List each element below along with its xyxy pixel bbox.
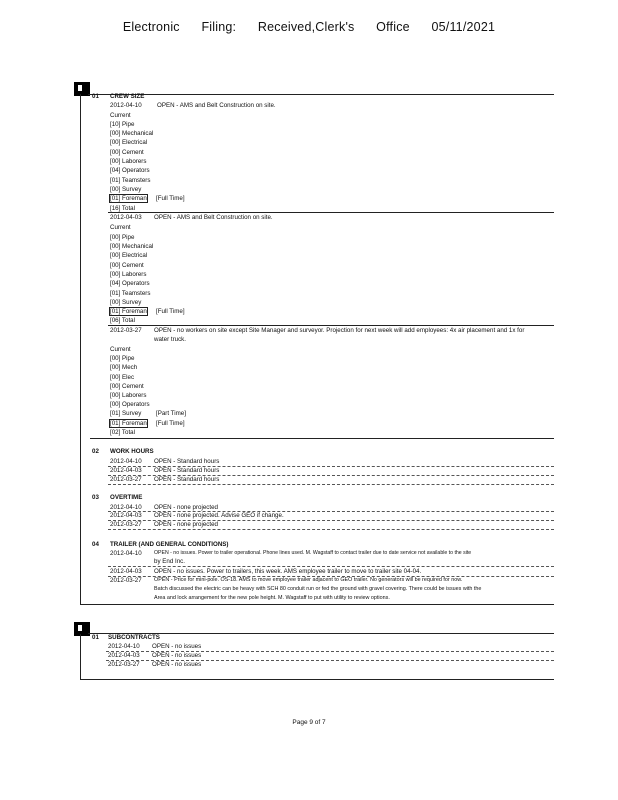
crew-e3-status-cont: water truck. [154,336,186,343]
overtime-number: 03 [92,494,99,501]
crew-e3-line: [00] Elec [110,374,135,381]
crew-e3-total: [02] Total [110,429,135,436]
crew-number: 01 [92,93,99,100]
work-row-date: 2012-03-27 [110,476,142,483]
trailer-row-date: 2012-04-10 [110,550,142,557]
subcontracts-row-text: OPEN - no issues [152,652,202,659]
crew-e1-total: [16] Total [110,205,135,212]
crew-e2-line: [00] Survey [110,299,142,306]
subcontracts-row-date: 2012-04-03 [108,652,140,659]
overtime-row-date: 2012-04-10 [110,504,142,511]
trailer-row-text-cont: Area and lock arrangement for the new pole height. M. Wagstaff to put with utility to review options. [154,595,390,601]
subcontracts-row-text: OPEN - no issues [152,661,202,668]
work-row-text: OPEN - Standard hours [154,458,220,465]
crew-e2-line: [00] Laborers [110,271,147,278]
row-divider [108,484,554,485]
work-row-date: 2012-04-03 [110,467,142,474]
crew-e3-current: Current [110,346,131,353]
crew-e1-status: OPEN - AMS and Belt Construction on site. [157,102,276,109]
crew-e2-line: [00] Mechanical [110,243,154,250]
stamp-word-electronic: Electronic [122,20,180,34]
work-row-text: OPEN - Standard hours [154,476,220,483]
trailer-row-text-cont: by End Inc. [154,558,185,565]
work-row-date: 2012-04-10 [110,458,142,465]
crew-e3-line: [00] Operators [110,401,150,408]
trailer-row-date: 2012-04-03 [110,568,142,575]
subcontracts-row-date: 2012-04-10 [108,643,140,650]
trailer-row-date: 2012-03-27 [110,577,142,584]
crew-e3-line: [00] Pipe [110,355,135,362]
crew-e2-current: Current [110,224,131,231]
filing-stamp [0,20,618,34]
crew-e1-line: [04] Operators [110,167,150,174]
trailer-row-text: OPEN - Price for mini-pole. OS-18. AMS to move employee trailer adjacent to GEO trailer. No generators will be required for now. [154,577,463,583]
stamp-word-filing: Filing: [201,20,237,34]
crew-e2-total: [06] Total [110,317,135,324]
crew-e3-line: [00] Laborers [110,392,147,399]
subcontracts-row-date: 2012-03-27 [108,661,140,668]
page-footer: Page 9 of 7 [292,719,326,726]
stamp-word-office: Office [376,20,410,34]
overtime-title: OVERTIME [110,494,143,501]
crew-e1-note: [Full Time] [156,195,185,202]
trailer-row-text-cont: Batch discussed the electric can be heavy with SCH 80 conduit run or fed the ground with gravel covering. There could be issues with the [154,586,482,592]
overtime-row-date: 2012-04-03 [110,512,142,519]
row-divider [108,529,554,530]
entry-divider [108,325,554,326]
row-divider [108,566,554,567]
crew-e2-line: [00] Pipe [110,234,135,241]
trailer-row-text: OPEN - no issues. Power to trailers, this week. AMS employee trailer to move to trailer site 04-04. [154,568,422,575]
crew-e3-survey: [01] Survey [110,410,142,417]
crew-e1-line: [01] Teamsters [110,177,151,184]
trailer-row-text: OPEN - no issues. Power to trailer operational. Phone lines used. M. Wagstaff to contact trailer due to date service not available to the site [154,550,472,556]
overtime-row-date: 2012-03-27 [110,521,142,528]
crew-e2-line: [00] Cement [110,262,144,269]
crew-e3-status: OPEN - no workers on site except Site Manager and surveyor. Projection for next week will add employees: 4x air placement and 1x for [154,327,525,334]
section-divider [90,438,554,439]
overtime-row-text: OPEN - none projected [154,504,218,511]
crew-e3-foreman: [01] Foreman [110,420,147,427]
left-border [80,94,81,604]
crew-title: CREW SIZE [110,93,145,100]
stamp-date: 05/11/2021 [431,20,496,34]
crew-e2-note: [Full Time] [156,308,185,315]
crew-e3-note-foreman: [Full Time] [156,420,185,427]
crew-e2-foreman: [01] Foreman [110,308,147,315]
crew-e1-line: [00] Laborers [110,158,147,165]
crew-e1-date: 2012-04-10 [110,102,142,109]
subcontracts-number: 01 [92,634,99,641]
crew-e2-line: [04] Operators [110,280,150,287]
stamp-word-received: Received,Clerk's [257,20,355,34]
block-bottom-border [80,604,554,605]
block-bottom-border [80,679,554,680]
crew-e2-date: 2012-04-03 [110,214,142,221]
trailer-number: 04 [92,541,99,548]
crew-e3-line: [00] Mech [110,364,138,371]
overtime-row-text: OPEN - none projected [154,521,218,528]
crew-e1-line: [10] Pipe [110,121,135,128]
crew-e1-foreman: [01] Foreman [110,195,147,202]
crew-e1-line: [00] Electrical [110,139,148,146]
work-number: 02 [92,448,99,455]
crew-e2-line: [00] Electrical [110,252,148,259]
crew-e1-current: Current [110,112,131,119]
crew-e2-line: [01] Teamsters [110,290,151,297]
entry-divider [108,212,554,213]
overtime-row-text: OPEN - none projected. Advise GEO if change. [154,512,284,519]
left-border [80,634,81,680]
subcontracts-title: SUBCONTRACTS [108,634,160,641]
crew-e1-line: [00] Cement [110,149,144,156]
crew-e1-line: [00] Mechanical [110,130,154,137]
work-row-text: OPEN - Standard hours [154,467,220,474]
work-title: WORK HOURS [110,448,154,455]
crew-e1-line: [00] Survey [110,186,142,193]
trailer-title: TRAILER (AND GENERAL CONDITIONS) [110,541,229,548]
crew-e3-line: [00] Cement [110,383,144,390]
subcontracts-row-text: OPEN - no issues [152,643,202,650]
crew-e3-date: 2012-03-27 [110,327,142,334]
crew-e2-status: OPEN - AMS and Belt Construction on site. [154,214,273,221]
crew-e3-note-survey: [Part Time] [156,410,186,417]
top-border [88,94,554,95]
